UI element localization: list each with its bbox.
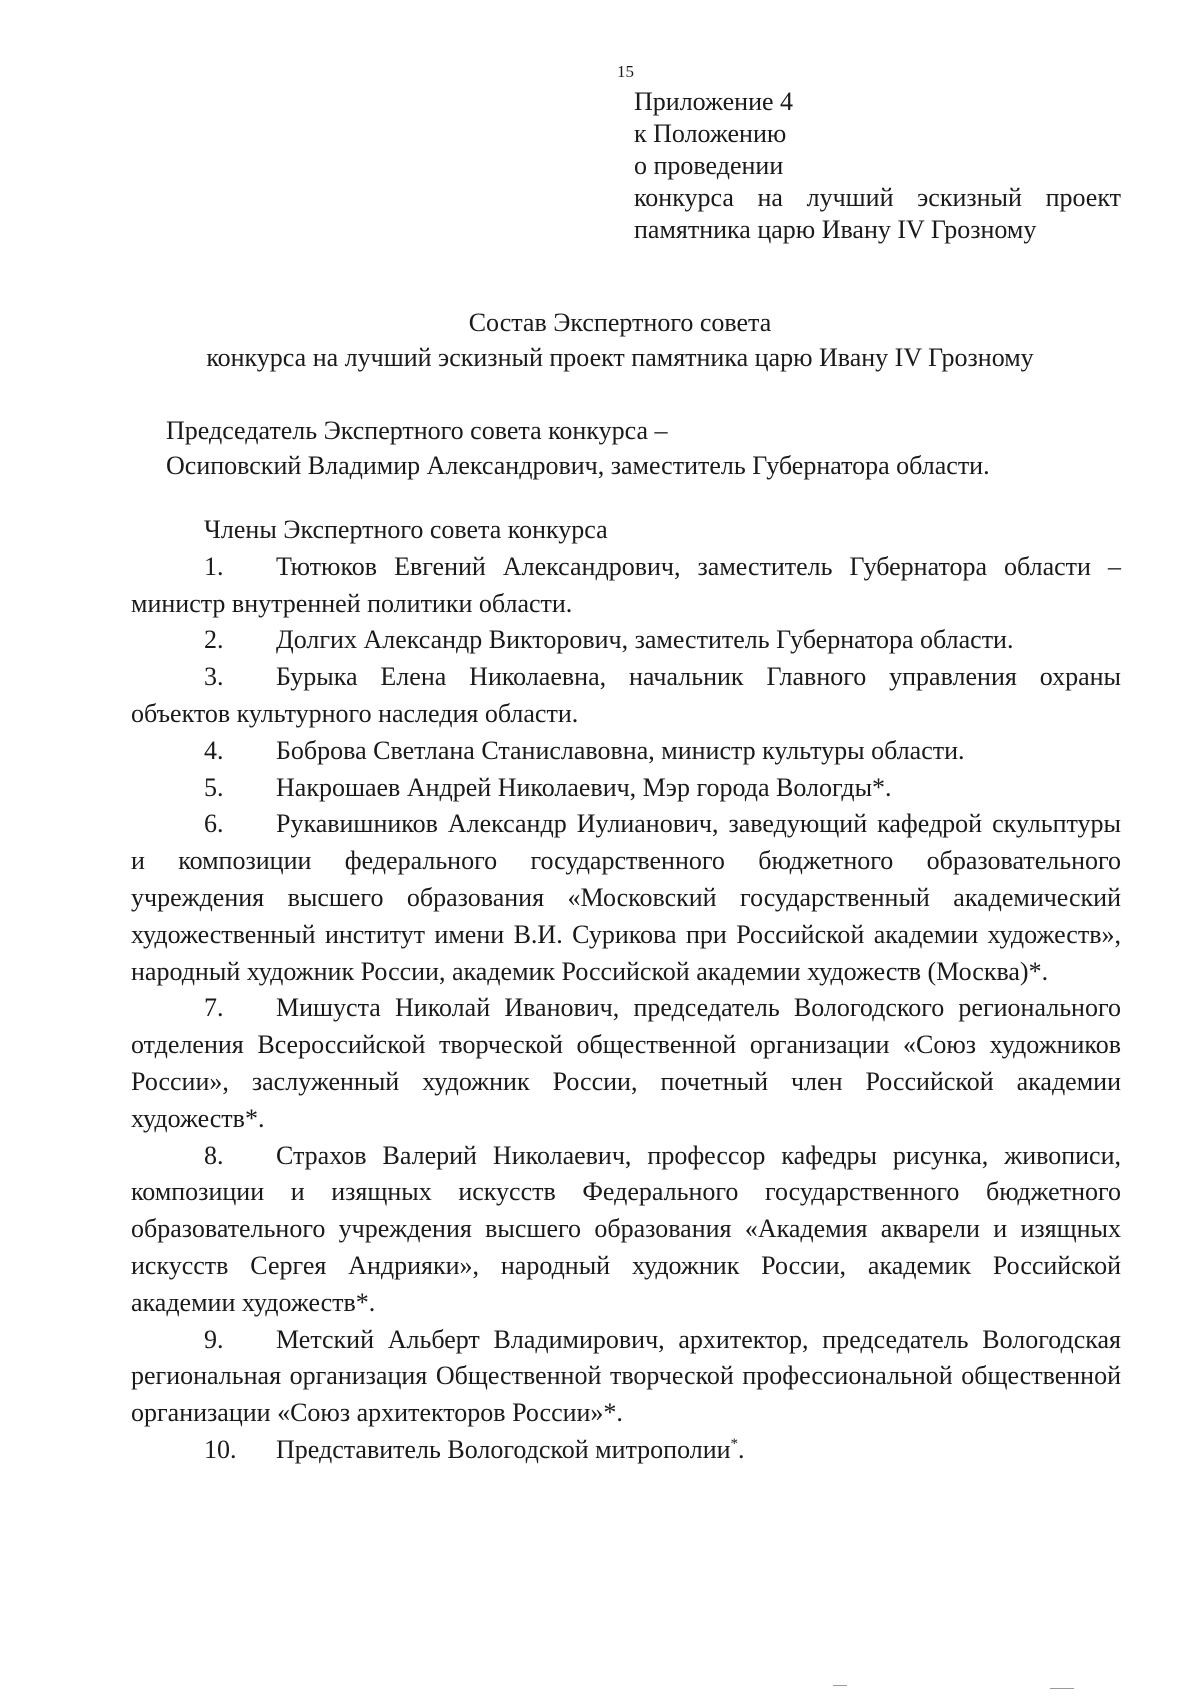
item-number: 10. — [204, 1434, 237, 1464]
item-text: Бурыка Елена Николаевна, начальник Главного управления охраны объектов культурного наследия области. — [131, 662, 1121, 728]
list-item — [131, 622, 1121, 659]
title-line-1: Состав Экспертного совета — [468, 308, 772, 337]
appendix-line: к Положению — [634, 119, 787, 148]
item-number: 5. — [204, 772, 224, 802]
members-list — [131, 512, 1121, 1469]
item-text: Рукавишников Александр Иулианович, заведующий кафедрой скульптуры и композиции федерального государственного бюджетного образовательного учреждения высшего образования «Московский государственный академический художественный институт имени В.И. Сурикова при Российской академии художеств», народный художник России, академик Российской академии художеств (Москва)*. — [131, 809, 1121, 986]
item-text: Страхов Валерий Николаевич, профессор кафедры рисунка, живописи, композиции и изящных искусств Федерального государственного бюджетного образовательного учреждения высшего образования «Академия акварели и изящных искусств Сергея Андрияки», народный художник России, академик Российской академии художеств*. — [131, 1140, 1121, 1317]
appendix-line: конкурса на лучший эскизный проект — [634, 183, 1121, 212]
item-number: 7. — [204, 993, 224, 1023]
item-text: Метский Альберт Владимирович, архитектор, председатель Вологодская региональная организация Общественной творческой профессиональной общественной организации «Союз архитекторов России»*. — [131, 1324, 1121, 1428]
item-number: 9. — [204, 1324, 224, 1354]
chairman-block — [166, 413, 990, 483]
footnote-asterisk: * — [730, 1435, 739, 1452]
chairman-name: Осиповский Владимир Александрович, заместитель Губернатора области. — [166, 451, 990, 480]
title-line-2: конкурса на лучший эскизный проект памятника царю Ивану IV Грозному — [206, 343, 1034, 372]
item-text: Боброва Светлана Станиславовна, министр культуры области. — [276, 735, 965, 765]
scan-artifact — [833, 1685, 847, 1686]
list-item — [131, 659, 1121, 733]
members-heading: Члены Экспертного совета конкурса — [204, 515, 608, 544]
item-text-tail: . — [738, 1434, 745, 1464]
list-item — [131, 806, 1121, 990]
item-number: 2. — [204, 625, 224, 655]
item-number: 6. — [204, 809, 224, 839]
item-number: 3. — [204, 662, 224, 692]
list-item — [131, 733, 1121, 770]
list-item — [131, 990, 1121, 1137]
chairman-heading: Председатель Экспертного совета конкурса – — [166, 416, 668, 445]
document-title — [120, 305, 1120, 375]
item-text: Мишуста Николай Иванович, председатель Вологодского регионального отделения Всероссийской творческой общественной организации «Союз художников России», заслуженный художник России, почетный член Российской академии художеств*. — [131, 993, 1121, 1133]
item-text: Накрошаев Андрей Николаевич, Мэр города Вологды*. — [276, 772, 892, 802]
page-number: 15 — [617, 62, 634, 81]
item-text: Тютюков Евгений Александрович, заместитель Губернатора области – министр внутренней политики области. — [131, 551, 1121, 618]
item-text: Долгих Александр Викторович, заместитель Губернатора области. — [276, 625, 1014, 655]
list-item — [131, 549, 1121, 623]
appendix-header — [634, 86, 1121, 246]
item-number: 8. — [204, 1140, 224, 1170]
list-item — [131, 1432, 1121, 1469]
item-number: 1. — [204, 551, 224, 581]
list-item — [131, 1322, 1121, 1432]
appendix-line: Приложение 4 — [634, 87, 794, 116]
item-number: 4. — [204, 735, 224, 765]
appendix-line: памятника царю Ивану IV Грозному — [634, 215, 1037, 244]
appendix-line: о проведении — [634, 151, 784, 180]
list-item — [131, 770, 1121, 807]
list-item — [131, 1138, 1121, 1322]
item-text: Представитель Вологодской митрополии — [276, 1434, 731, 1464]
scan-artifact — [1050, 1688, 1074, 1689]
